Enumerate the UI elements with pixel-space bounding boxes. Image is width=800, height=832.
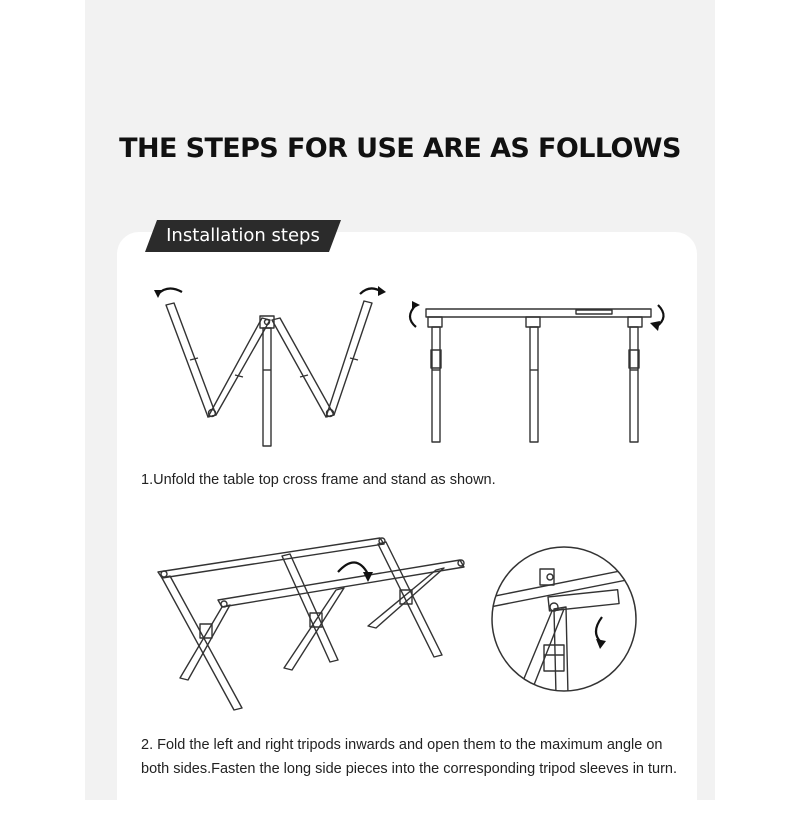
section-tag-label: Installation steps (166, 225, 320, 246)
section-tag (145, 220, 341, 252)
w-folded-frame-illustration (150, 280, 400, 450)
page-title: THE STEPS FOR USE ARE AS FOLLOWS (119, 133, 681, 164)
assembled-table-frame-illustration (150, 530, 480, 715)
step-1-caption-line: 1.Unfold the table top cross frame and stand as shown. (141, 472, 496, 488)
step-2-caption-line-2: both sides.Fasten the long side pieces into the corresponding tripod sleeves in turn. (141, 761, 678, 777)
step-1-caption (141, 468, 701, 492)
unfolded-frame-illustration (400, 295, 680, 450)
step-2-caption-line-1: 2. Fold the left and right tripods inwards and open them to the maximum angle on (141, 737, 663, 753)
step-2-caption (141, 733, 701, 781)
tripod-sleeve-detail-illustration (490, 545, 638, 693)
